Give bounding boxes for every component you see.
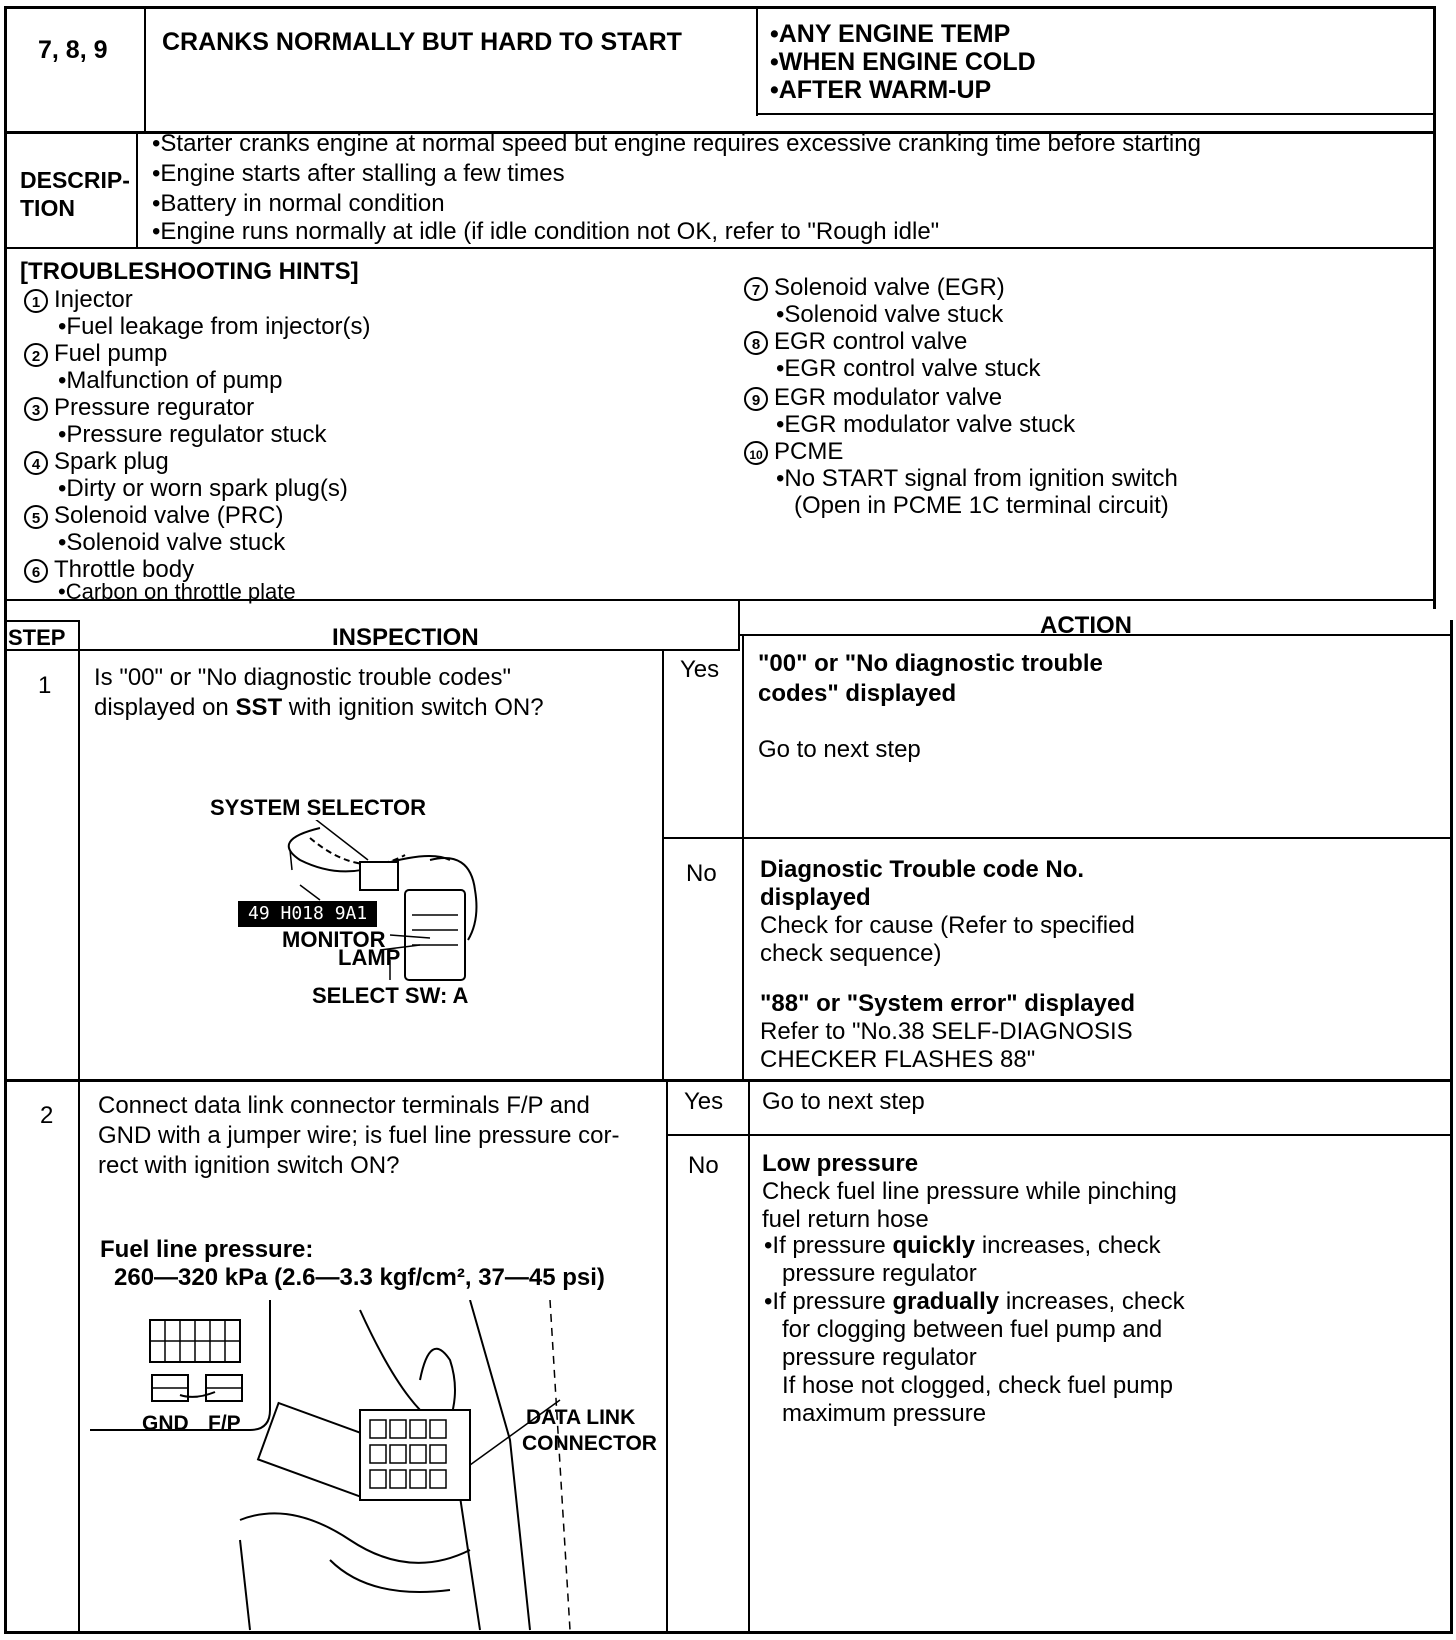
colhdr-div-action <box>738 599 740 650</box>
step1-bottom <box>4 1079 1453 1082</box>
hint-item-2 <box>24 340 167 368</box>
hint-name: Throttle body <box>54 556 195 583</box>
hint-detail-7: •Solenoid valve stuck <box>776 301 1004 328</box>
hint-detail-10b: (Open in PCME 1C terminal circuit) <box>794 492 1169 519</box>
circled-number: 6 <box>24 559 48 583</box>
header-code: 7, 8, 9 <box>38 36 108 64</box>
hint-item-9 <box>744 384 1002 412</box>
step1-no-heading-88: "88" or "System error" displayed <box>760 990 1135 1017</box>
step1-no-heading-1: Diagnostic Trouble code No. <box>760 856 1085 883</box>
step2-no-label: No <box>688 1152 719 1179</box>
step2-yes-text: Go to next step <box>762 1088 925 1115</box>
description-item-2: •Engine starts after stalling a few times <box>152 160 565 187</box>
step2-bullet-2 <box>764 1288 1185 1316</box>
circled-number: 3 <box>24 397 48 421</box>
hint-name: EGR modulator valve <box>774 384 1003 411</box>
hint-detail-3: •Pressure regulator stuck <box>58 421 327 448</box>
hint-item-1 <box>24 286 133 314</box>
step1-question-2 <box>94 694 544 722</box>
dlc-label-1: DATA LINK <box>526 1406 636 1429</box>
hint-item-8 <box>744 328 967 356</box>
step1-no-heading-2: displayed <box>760 884 871 911</box>
step1-yes-heading-2: codes" displayed <box>758 680 957 707</box>
circled-number: 10 <box>744 441 768 465</box>
hint-name: Fuel pump <box>54 340 168 367</box>
bullet-emphasis: gradually <box>892 1288 1000 1315</box>
header-div-1 <box>144 6 146 131</box>
step1-no-text2-1: Refer to "No.38 SELF-DIAGNOSIS <box>760 1018 1133 1045</box>
desc-bottom <box>4 247 1436 249</box>
q-text: displayed on <box>94 694 236 721</box>
fp-label: F/P <box>208 1412 241 1435</box>
step2-bullet-2-line-2: for clogging between fuel pump and <box>782 1316 1163 1343</box>
fuel-pressure-label: Fuel line pressure: <box>100 1236 314 1263</box>
step2-question-3: rect with ignition switch ON? <box>98 1152 400 1179</box>
step2-bullet-1 <box>764 1232 1161 1260</box>
monitor-label: MONITOR <box>282 927 386 952</box>
step1-yes-text: Go to next step <box>758 736 921 763</box>
circled-number: 8 <box>744 331 768 355</box>
border-top <box>4 6 1436 9</box>
step2-no-heading: Low pressure <box>762 1150 919 1177</box>
step1-no-text-2: check sequence) <box>760 940 942 967</box>
q-text: with ignition switch ON? <box>282 694 544 721</box>
step2-bullet-1-line-2: pressure regulator <box>782 1260 977 1287</box>
description-label-2: TION <box>20 195 75 221</box>
bullet-text: increases, check <box>975 1232 1161 1259</box>
sst-label: SST <box>235 694 283 721</box>
bullet-text: increases, check <box>999 1288 1185 1315</box>
hint-item-5 <box>24 502 283 530</box>
step2-bullet-2-line-3: pressure regulator <box>782 1344 977 1371</box>
step1-yes-label: Yes <box>680 656 720 683</box>
sst-number-badge: 49 H018 9A1 <box>238 901 377 927</box>
system-selector-label: SYSTEM SELECTOR <box>210 795 426 820</box>
hint-detail-8: •EGR control valve stuck <box>776 355 1041 382</box>
step1-yes-heading-1: "00" or "No diagnostic trouble <box>758 650 1103 677</box>
hint-detail-2: •Malfunction of pump <box>58 367 283 394</box>
step2-number: 2 <box>40 1102 54 1129</box>
hint-item-3 <box>24 394 254 422</box>
circled-number: 5 <box>24 505 48 529</box>
circled-number: 1 <box>24 289 48 313</box>
bullet-text: •If pressure <box>764 1232 893 1259</box>
step1-no-text2-2: CHECKER FLASHES 88" <box>760 1046 1036 1073</box>
step1-div-yesno <box>662 649 664 1081</box>
dlc-label-2: CONNECTOR <box>522 1432 657 1455</box>
step2-bullet-2-line-5: maximum pressure <box>782 1400 987 1427</box>
data-link-connector-figure <box>90 1300 670 1632</box>
description-item-1: •Starter cranks engine at normal speed but engine requires excessive cranking time before starting <box>152 130 1201 157</box>
step2-question-2: GND with a jumper wire; is fuel line pressure cor- <box>98 1122 620 1149</box>
hint-name: Injector <box>54 286 133 313</box>
select-sw-label: SELECT SW: A <box>312 983 469 1008</box>
lamp-label: LAMP <box>338 945 401 970</box>
step1-div-action <box>742 634 744 1081</box>
hint-name: Solenoid valve (PRC) <box>54 502 284 529</box>
condition-any-temp: •ANY ENGINE TEMP <box>770 20 1011 48</box>
hint-detail-4: •Dirty or worn spark plug(s) <box>58 475 348 502</box>
hint-detail-5: •Solenoid valve stuck <box>58 529 286 556</box>
step2-question-1: Connect data link connector terminals F/P and <box>98 1092 590 1119</box>
hint-name: PCME <box>774 438 844 465</box>
step1-number: 1 <box>38 672 52 699</box>
description-item-3: •Battery in normal condition <box>152 190 445 217</box>
step1-no-text-1: Check for cause (Refer to specified <box>760 912 1135 939</box>
col-step-header: STEP <box>8 625 66 650</box>
step1-no-label: No <box>686 860 717 887</box>
hint-detail-6: •Carbon on throttle plate <box>58 579 296 604</box>
border-right-bottom <box>1450 620 1453 1634</box>
condition-warm: •AFTER WARM-UP <box>770 76 992 104</box>
circled-number: 9 <box>744 387 768 411</box>
hint-detail-10: •No START signal from ignition switch <box>776 465 1178 492</box>
circled-number: 4 <box>24 451 48 475</box>
fuel-pressure-value: 260—320 kPa (2.6—3.3 kgf/cm², 37—45 psi) <box>114 1264 605 1291</box>
step2-bullet-2-line-4: If hose not clogged, check fuel pump <box>782 1372 1173 1399</box>
condition-cold: •WHEN ENGINE COLD <box>770 48 1036 76</box>
description-label-1: DESCRIP- <box>20 167 130 193</box>
hint-detail-1: •Fuel leakage from injector(s) <box>58 313 371 340</box>
border-right-top <box>1433 6 1436 609</box>
step2-div-action <box>748 1079 750 1634</box>
border-left <box>4 6 7 1634</box>
header-div-2 <box>756 6 758 116</box>
hint-item-4 <box>24 448 169 476</box>
bullet-text: •If pressure <box>764 1288 893 1315</box>
circled-number: 7 <box>744 277 768 301</box>
desc-div <box>136 131 138 249</box>
hint-item-7 <box>744 274 1005 302</box>
hint-name: Solenoid valve (EGR) <box>774 274 1005 301</box>
colhdr-div-step <box>78 620 80 1634</box>
hint-name: EGR control valve <box>774 328 968 355</box>
step2-yes-label: Yes <box>684 1088 724 1115</box>
col-inspection-header: INSPECTION <box>332 624 479 651</box>
bullet-emphasis: quickly <box>892 1232 976 1259</box>
step2-no-line-2: fuel return hose <box>762 1206 929 1233</box>
step2-no-line-1: Check fuel line pressure while pinching <box>762 1178 1177 1205</box>
circled-number: 2 <box>24 343 48 367</box>
hint-name: Spark plug <box>54 448 169 475</box>
hint-name: Pressure regurator <box>54 394 255 421</box>
step1-question-1: Is "00" or "No diagnostic trouble codes" <box>94 664 511 691</box>
hint-item-10 <box>744 438 843 466</box>
gnd-label: GND <box>142 1412 189 1435</box>
description-item-4: •Engine runs normally at idle (if idle condition not OK, refer to "Rough idle" <box>152 218 940 245</box>
step-hdr-sep <box>4 620 80 622</box>
hint-detail-9: •EGR modulator valve stuck <box>776 411 1076 438</box>
hints-title: [TROUBLESHOOTING HINTS] <box>20 258 359 285</box>
header-right-line <box>756 113 1436 115</box>
col-action-header: ACTION <box>1040 612 1132 639</box>
header-title: CRANKS NORMALLY BUT HARD TO START <box>162 28 682 56</box>
step2-yes-no-sep <box>666 1134 1453 1136</box>
step1-yes-no-sep <box>662 837 1453 839</box>
